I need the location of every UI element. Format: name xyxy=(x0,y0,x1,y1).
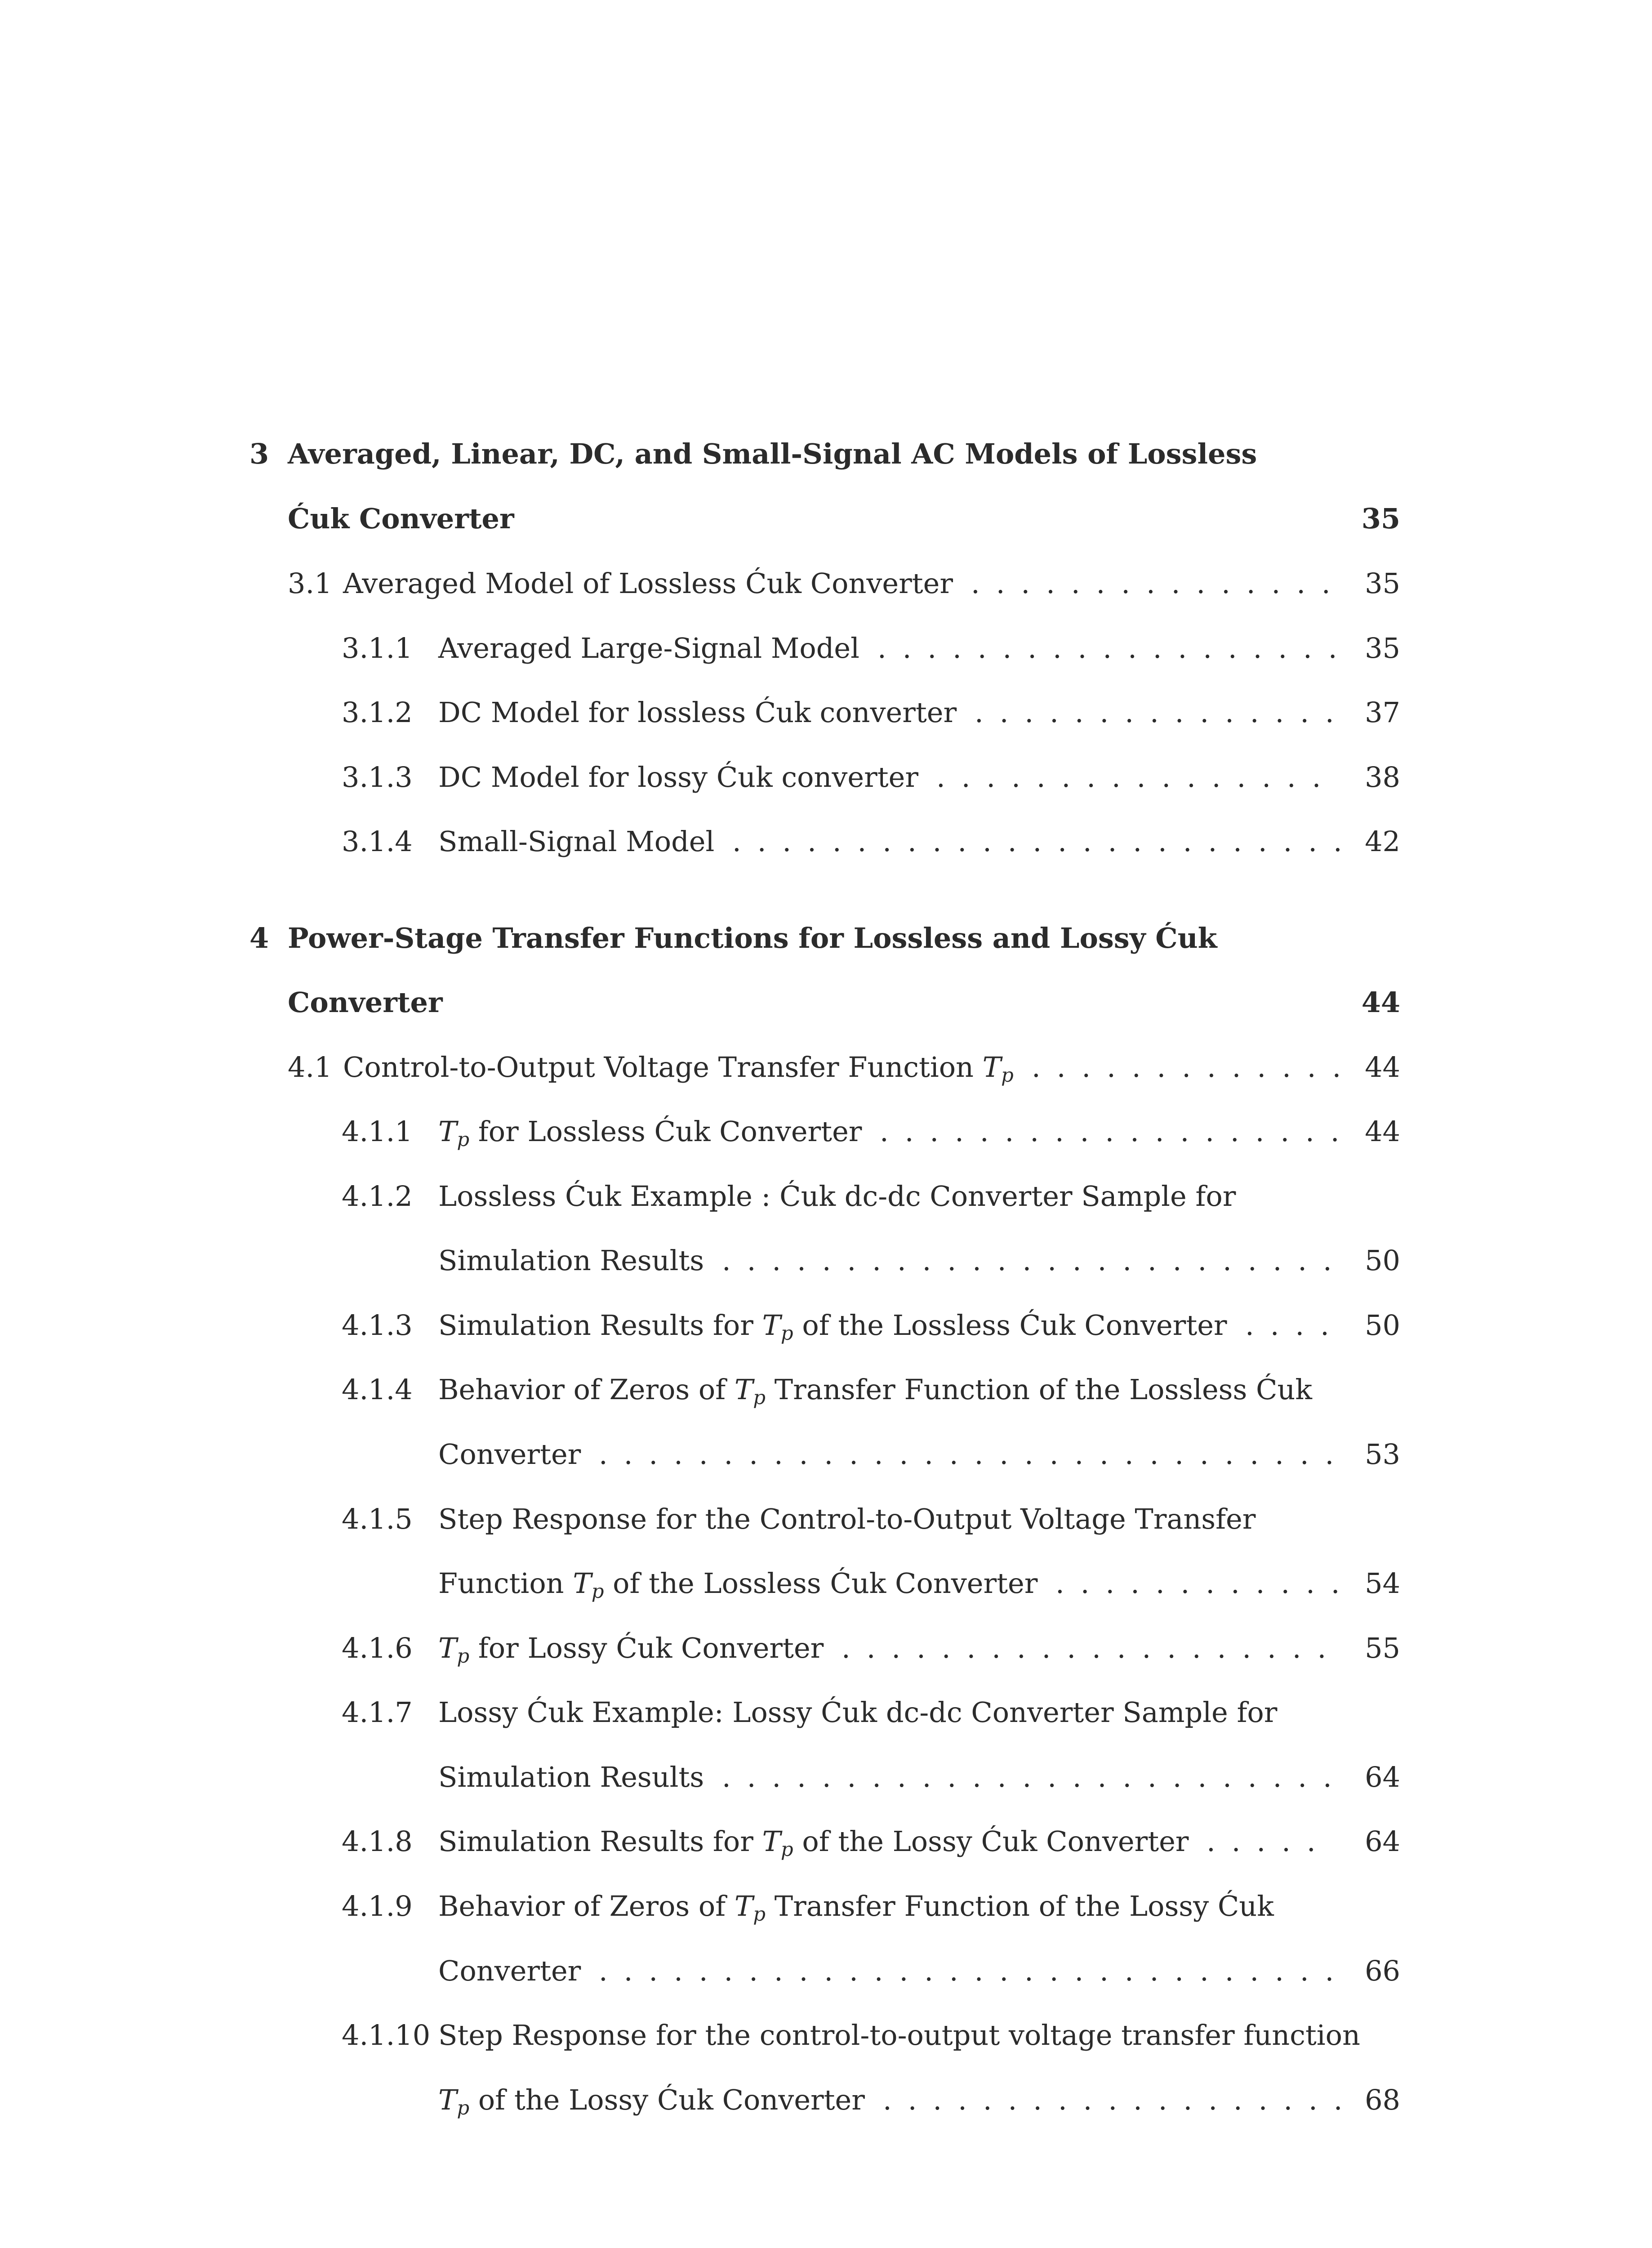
toc-entry[interactable] xyxy=(0,1432,1652,1477)
toc-entry[interactable] xyxy=(0,1819,1652,1864)
dot-leader: ............ xyxy=(1055,1567,1356,1600)
dot-leader: .................... xyxy=(842,1632,1343,1664)
toc-entry-title xyxy=(438,2078,865,2131)
dot-leader: ................... xyxy=(877,632,1354,665)
toc-entry-title: Averaged Large-Signal Model xyxy=(438,632,859,665)
symbol-subscript: p xyxy=(780,1322,793,1345)
toc-entry-title xyxy=(438,1819,1189,1872)
toc-entry-title xyxy=(343,1045,1014,1098)
toc-entry-page: 44 xyxy=(1365,1115,1400,1148)
toc-entry-page: 64 xyxy=(1365,1825,1400,1858)
toc-entry-page: 35 xyxy=(1365,632,1400,665)
dot-leader: ............... xyxy=(971,567,1347,600)
title-text: of the Lossy Ćuk Converter xyxy=(469,2083,865,2116)
toc-entry-title: Simulation Results xyxy=(438,1244,704,1277)
symbol-subscript: p xyxy=(457,2096,470,2119)
symbol-subscript: p xyxy=(591,1580,604,1603)
toc-entry[interactable] xyxy=(0,2078,1652,2123)
toc-entry-number: 4.1.1 xyxy=(342,1115,413,1148)
toc-entry[interactable] xyxy=(0,1109,1652,1154)
toc-entry-page: 35 xyxy=(1365,567,1400,600)
toc-entry-number: 4.1.9 xyxy=(342,1890,413,1922)
title-text: Behavior of Zeros of xyxy=(438,1890,735,1922)
toc-entry-title: Lossy Ćuk Example: Lossy Ćuk dc-dc Converter Sample for xyxy=(438,1696,1278,1729)
toc-entry-page: 50 xyxy=(1365,1309,1400,1342)
toc-entry-page: 55 xyxy=(1365,1632,1400,1664)
toc-entry[interactable] xyxy=(0,1303,1652,1348)
toc-entry[interactable] xyxy=(0,690,1652,735)
toc-entry-title: Simulation Results xyxy=(438,1761,704,1793)
dot-leader: ............... xyxy=(975,696,1350,729)
toc-entry[interactable] xyxy=(0,1238,1652,1283)
toc-entry-title: Step Response for the control-to-output voltage transfer function xyxy=(438,2019,1360,2052)
toc-entry-number: 4.1.4 xyxy=(342,1373,413,1406)
toc-entry-number: 3.1.1 xyxy=(342,632,413,665)
dot-leader: .............................. xyxy=(599,1438,1350,1471)
toc-entry[interactable] xyxy=(0,1045,1652,1090)
title-text: Behavior of Zeros of xyxy=(438,1373,735,1406)
toc-entry-title: DC Model for lossless Ćuk converter xyxy=(438,696,957,729)
toc-entry[interactable] xyxy=(0,1497,1652,1542)
toc-entry[interactable] xyxy=(0,432,1652,477)
toc-entry-number: 3.1.3 xyxy=(342,761,413,794)
toc-entry[interactable] xyxy=(0,819,1652,864)
toc-entry-title: Ćuk Converter xyxy=(288,502,514,535)
title-text: Simulation Results for xyxy=(438,1825,762,1858)
title-text: for Lossless Ćuk Converter xyxy=(469,1115,862,1148)
toc-entry-number: 3.1.4 xyxy=(342,825,413,858)
toc-entry-title: Step Response for the Control-to-Output Voltage Transfer xyxy=(438,1503,1256,1535)
toc-entry-number: 4 xyxy=(249,922,269,955)
symbol-tp: T xyxy=(438,1115,457,1148)
toc-entry-title: Converter xyxy=(438,1438,581,1471)
dot-leader: ................... xyxy=(883,2083,1359,2116)
dot-leader: ......................... xyxy=(722,1244,1348,1277)
toc-entry[interactable] xyxy=(0,561,1652,606)
toc-entry-number: 3 xyxy=(249,437,269,470)
dot-leader: ......................... xyxy=(722,1761,1348,1793)
title-text: Transfer Function of the Lossy Ćuk xyxy=(766,1890,1274,1922)
toc-entry[interactable] xyxy=(0,1755,1652,1800)
dot-leader: ................ xyxy=(936,761,1337,794)
toc-entry-number: 4.1.3 xyxy=(342,1309,413,1342)
title-text: of the Lossy Ćuk Converter xyxy=(793,1825,1189,1858)
toc-entry-title: Averaged, Linear, DC, and Small-Signal AC Models of Lossless xyxy=(288,437,1257,470)
toc-entry-number: 3.1.2 xyxy=(342,696,413,729)
symbol-subscript: p xyxy=(457,1128,470,1151)
symbol-tp: T xyxy=(982,1051,1002,1084)
title-text: Function xyxy=(438,1567,573,1600)
toc-entry-page: 53 xyxy=(1365,1438,1400,1471)
toc-entry-page: 68 xyxy=(1365,2083,1400,2116)
toc-entry-number: 4.1.6 xyxy=(342,1632,413,1664)
toc-entry-number: 4.1.2 xyxy=(342,1180,413,1213)
toc-entry[interactable] xyxy=(0,1949,1652,1994)
toc-entry-page: 38 xyxy=(1365,761,1400,794)
toc-entry-number: 4.1 xyxy=(288,1051,332,1084)
dot-leader: .............................. xyxy=(599,1954,1350,1987)
dot-leader: ............. xyxy=(1032,1051,1358,1084)
toc-entry[interactable] xyxy=(0,1367,1652,1412)
toc-entry-title: Averaged Model of Lossless Ćuk Converter xyxy=(343,567,953,600)
toc-entry-page: 44 xyxy=(1361,986,1400,1019)
toc-entry-title xyxy=(438,1561,1038,1614)
symbol-subscript: p xyxy=(1001,1064,1014,1087)
toc-entry[interactable] xyxy=(0,1884,1652,1929)
symbol-tp: T xyxy=(573,1567,592,1600)
title-text: Simulation Results for xyxy=(438,1309,762,1342)
symbol-tp: T xyxy=(438,1632,457,1664)
toc-entry-number: 3.1 xyxy=(288,567,332,600)
toc-entry-title xyxy=(438,1367,1312,1420)
symbol-subscript: p xyxy=(780,1838,793,1861)
dot-leader: ......................... xyxy=(732,825,1358,858)
toc-entry-number: 4.1.10 xyxy=(342,2019,431,2052)
toc-entry-title: DC Model for lossy Ćuk converter xyxy=(438,761,918,794)
toc-entry-page: 54 xyxy=(1365,1567,1400,1600)
symbol-subscript: p xyxy=(457,1645,470,1668)
symbol-tp: T xyxy=(762,1825,781,1858)
toc-entry[interactable] xyxy=(0,1690,1652,1735)
dot-leader: ................... xyxy=(880,1115,1356,1148)
symbol-tp: T xyxy=(438,2083,457,2116)
toc-entry-title: Lossless Ćuk Example : Ćuk dc-dc Converter Sample for xyxy=(438,1180,1236,1213)
symbol-tp: T xyxy=(762,1309,781,1342)
toc-entry-page: 64 xyxy=(1365,1761,1400,1793)
symbol-subscript: p xyxy=(753,1386,766,1409)
toc-entry-page: 42 xyxy=(1365,825,1400,858)
toc-entry[interactable] xyxy=(0,916,1652,961)
toc-entry[interactable] xyxy=(0,1561,1652,1606)
toc-entry-title xyxy=(438,1626,824,1679)
toc-entry-number: 4.1.8 xyxy=(342,1825,413,1858)
toc-entry-page: 35 xyxy=(1361,502,1400,535)
toc-entry-title xyxy=(438,1303,1227,1356)
toc-entry-title xyxy=(438,1884,1274,1937)
toc-entry[interactable] xyxy=(0,2013,1652,2058)
title-text: Control-to-Output Voltage Transfer Function xyxy=(343,1051,983,1084)
symbol-tp: T xyxy=(734,1373,753,1406)
toc-entry-title xyxy=(438,1109,862,1162)
toc-entry-page: 50 xyxy=(1365,1244,1400,1277)
toc-entry-page: 44 xyxy=(1365,1051,1400,1084)
toc-entry-page: 66 xyxy=(1365,1954,1400,1987)
toc-entry[interactable] xyxy=(0,1174,1652,1219)
toc-entry[interactable] xyxy=(0,496,1652,541)
toc-entry-number: 4.1.5 xyxy=(342,1503,413,1535)
toc-entry[interactable] xyxy=(0,755,1652,800)
toc-entry[interactable] xyxy=(0,980,1652,1025)
symbol-subscript: p xyxy=(753,1903,766,1926)
toc-entry[interactable] xyxy=(0,1626,1652,1671)
toc-entry-title: Converter xyxy=(288,986,443,1019)
dot-leader: .... xyxy=(1245,1309,1345,1342)
toc-entry-number: 4.1.7 xyxy=(342,1696,413,1729)
toc-entry-title: Small-Signal Model xyxy=(438,825,715,858)
toc-entry-title: Power-Stage Transfer Functions for Lossless and Lossy Ćuk xyxy=(288,922,1217,955)
symbol-tp: T xyxy=(734,1890,753,1922)
toc-entry[interactable] xyxy=(0,626,1652,671)
title-text: of the Lossless Ćuk Converter xyxy=(604,1567,1038,1600)
title-text: of the Lossless Ćuk Converter xyxy=(793,1309,1227,1342)
title-text: Transfer Function of the Lossless Ćuk xyxy=(766,1373,1312,1406)
toc-entry-page: 37 xyxy=(1365,696,1400,729)
toc-entry-title: Converter xyxy=(438,1954,581,1987)
title-text: for Lossy Ćuk Converter xyxy=(469,1632,824,1664)
dot-leader: ..... xyxy=(1207,1825,1332,1858)
